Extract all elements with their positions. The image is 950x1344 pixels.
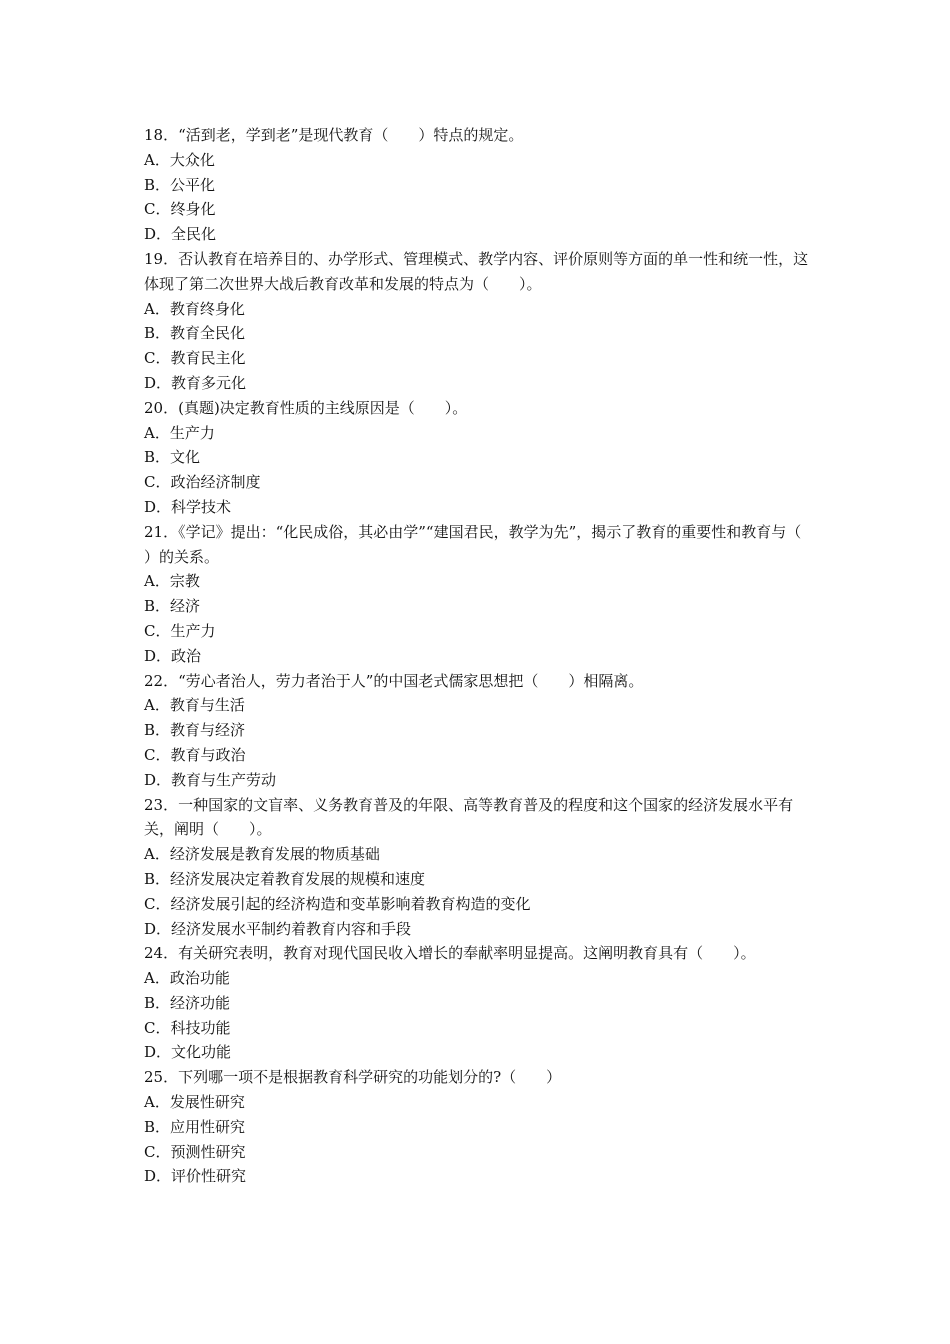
option-a: A．政治功能 <box>144 969 230 988</box>
question-text: 21．《学记》提出：“化民成俗，其必由学”“建国君民，教学为先”，揭示了教育的重要性和教育与（ ）的关系。 <box>144 522 832 566</box>
option-a: A．发展性研究 <box>144 1093 245 1112</box>
question-block-23 <box>144 793 812 942</box>
question-text: 25．下列哪一项不是根据教育科学研究的功能划分的?（ ） <box>144 1068 562 1087</box>
question-text: 23．一种国家的文盲率、义务教育普及的年限、高等教育普及的程度和这个国家的经济发展水平有关，阐明（ ）。 <box>144 795 794 839</box>
option-b: B．经济功能 <box>144 993 231 1012</box>
option-c: C．政治经济制度 <box>144 473 261 492</box>
option-a: A．教育与生活 <box>144 696 245 715</box>
option-d: D．教育多元化 <box>144 373 247 392</box>
option-c: C．科技功能 <box>144 1018 231 1037</box>
option-a: A．大众化 <box>144 150 215 169</box>
question-text: 18．“活到老，学到老”是现代教育（ ）特点的规定。 <box>144 126 524 144</box>
question-block-20 <box>144 396 812 520</box>
option-b: B．教育与经济 <box>144 721 246 740</box>
option-b: B．文化 <box>144 448 201 467</box>
option-a: A．教育终身化 <box>144 299 245 318</box>
option-c: C．教育民主化 <box>144 349 246 368</box>
question-block-18 <box>144 123 812 247</box>
option-d: D．评价性研究 <box>144 1167 247 1186</box>
option-d: D．经济发展水平制约着教育内容和手段 <box>144 919 412 938</box>
option-a: A．宗教 <box>144 572 200 591</box>
question-text: 20．(真题)决定教育性质的主线原因是（ ）。 <box>144 398 468 417</box>
option-d: D．政治 <box>144 646 202 665</box>
question-block-24 <box>144 941 812 1065</box>
question-block-22 <box>144 669 812 793</box>
option-d: D．全民化 <box>144 225 217 244</box>
question-block-25 <box>144 1065 812 1189</box>
option-c: C．预测性研究 <box>144 1142 246 1161</box>
option-a: A．经济发展是教育发展的物质基础 <box>144 845 380 864</box>
option-c: C．生产力 <box>144 621 216 640</box>
question-block-19 <box>144 247 812 396</box>
option-b: B．应用性研究 <box>144 1117 246 1136</box>
option-c: C．经济发展引起的经济构造和变革影响着教育构造的变化 <box>144 894 531 913</box>
option-a: A．生产力 <box>144 423 215 442</box>
option-d: D．文化功能 <box>144 1043 232 1062</box>
option-d: D．教育与生产劳动 <box>144 770 277 789</box>
document-page <box>144 123 832 1189</box>
question-block-21 <box>144 520 832 669</box>
question-text: 19．否认教育在培养目的、办学形式、管理模式、教学内容、评价原则等方面的单一性和统一性，这体现了第二次世界大战后教育改革和发展的特点为（ ）。 <box>144 249 809 293</box>
question-text: 24．有关研究表明，教育对现代国民收入增长的奉献率明显提高。这阐明教育具有（ ）。 <box>144 944 756 963</box>
option-b: B．公平化 <box>144 175 216 194</box>
option-c: C．教育与政治 <box>144 745 246 764</box>
option-d: D．科学技术 <box>144 497 232 516</box>
option-b: B．经济发展决定着教育发展的规模和速度 <box>144 869 426 888</box>
question-text: 22．“劳心者治人，劳力者治于人”的中国老式儒家思想把（ ）相隔离。 <box>144 671 644 690</box>
option-c: C．终身化 <box>144 200 216 219</box>
option-b: B．教育全民化 <box>144 324 246 343</box>
option-b: B．经济 <box>144 597 201 616</box>
